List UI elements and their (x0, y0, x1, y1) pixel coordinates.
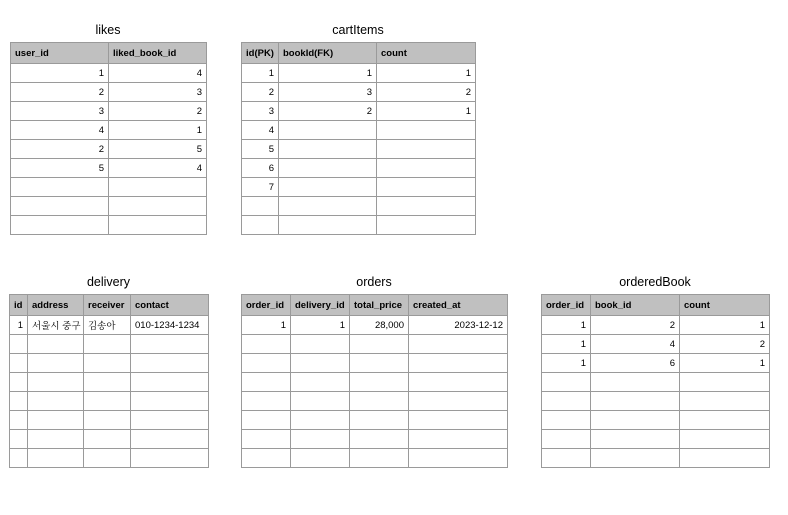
table-cell: 2 (242, 83, 279, 102)
likes-table-block (10, 23, 206, 245)
table-cell (109, 216, 207, 235)
table-row (11, 83, 207, 102)
column-header: order_id (542, 295, 591, 316)
table-cell (242, 197, 279, 216)
table-cell: 4 (242, 121, 279, 140)
table-cell (409, 449, 508, 468)
table-row (242, 335, 508, 354)
table-cell (131, 411, 209, 430)
table-row (11, 159, 207, 178)
table-row (242, 64, 476, 83)
table-cell (28, 411, 84, 430)
table-cell (409, 430, 508, 449)
table-row (10, 411, 209, 430)
table-cell (591, 449, 680, 468)
table-cell (242, 354, 291, 373)
table-cell (291, 335, 350, 354)
table-cell: 2 (11, 83, 109, 102)
column-header: count (680, 295, 770, 316)
table-cell: 7 (242, 178, 279, 197)
table-cell (591, 430, 680, 449)
table-cell (291, 430, 350, 449)
table-cell (377, 121, 476, 140)
cartitems-table-title: cartItems (332, 23, 384, 37)
table-cell (131, 335, 209, 354)
table-cell (28, 392, 84, 411)
table-row (542, 335, 770, 354)
table-cell: 1 (279, 64, 377, 83)
table-cell (350, 411, 409, 430)
table-cell (10, 449, 28, 468)
likes-table-title: likes (95, 23, 121, 37)
table-cell: 1 (680, 354, 770, 373)
table-cell: 1 (242, 316, 291, 335)
table-cell (242, 411, 291, 430)
table-row (542, 411, 770, 430)
table-row (10, 392, 209, 411)
table-cell (409, 392, 508, 411)
table-cell: 5 (242, 140, 279, 159)
column-header: count (377, 43, 476, 64)
table-cell (542, 392, 591, 411)
table-cell: 2 (11, 140, 109, 159)
table-row (242, 140, 476, 159)
table-row (242, 316, 508, 335)
table-cell: 4 (591, 335, 680, 354)
table-cell (377, 140, 476, 159)
table-cell: 2 (680, 335, 770, 354)
table-row (542, 316, 770, 335)
table-cell (680, 373, 770, 392)
table-cell (10, 411, 28, 430)
table-cell (11, 178, 109, 197)
table-cell (542, 430, 591, 449)
table-cell (84, 373, 131, 392)
table-row (10, 316, 209, 335)
table-cell (131, 449, 209, 468)
orders-table-title: orders (356, 275, 392, 289)
table-row (542, 373, 770, 392)
header-row (11, 43, 207, 64)
table-cell: 2 (109, 102, 207, 121)
table-cell (350, 449, 409, 468)
table-cell (409, 354, 508, 373)
table-cell (28, 373, 84, 392)
table-cell (84, 449, 131, 468)
table-cell: 1 (542, 335, 591, 354)
table-row (10, 354, 209, 373)
table-cell (242, 392, 291, 411)
table-cell (291, 373, 350, 392)
table-cell (350, 335, 409, 354)
likes-table (10, 42, 207, 235)
table-cell (279, 178, 377, 197)
column-header: liked_book_id (109, 43, 207, 64)
table-cell (680, 411, 770, 430)
table-cell (377, 178, 476, 197)
table-cell: 5 (11, 159, 109, 178)
delivery-table-title: delivery (86, 275, 131, 289)
table-row (542, 354, 770, 373)
table-cell (84, 411, 131, 430)
orderedbook-table-title: orderedBook (619, 275, 691, 289)
table-cell (409, 411, 508, 430)
table-cell (84, 392, 131, 411)
table-cell: 1 (10, 316, 28, 335)
table-row (242, 430, 508, 449)
table-cell (279, 216, 377, 235)
table-cell (242, 373, 291, 392)
column-header: id(PK) (242, 43, 279, 64)
cartitems-table (241, 42, 476, 235)
table-cell (350, 373, 409, 392)
table-cell (542, 373, 591, 392)
table-cell (377, 159, 476, 178)
table-cell: 1 (377, 64, 476, 83)
table-cell: 1 (542, 316, 591, 335)
table-cell (291, 411, 350, 430)
table-row (10, 430, 209, 449)
table-cell: 1 (542, 354, 591, 373)
table-row (242, 216, 476, 235)
orderedbook-table (541, 294, 770, 468)
table-cell: 1 (11, 64, 109, 83)
table-cell: 서울시 중구 (28, 316, 84, 335)
table-cell (131, 373, 209, 392)
table-cell (242, 430, 291, 449)
table-row (242, 449, 508, 468)
table-cell (10, 392, 28, 411)
table-cell: 3 (109, 83, 207, 102)
column-header: book_id (591, 295, 680, 316)
table-cell (84, 335, 131, 354)
table-cell (109, 178, 207, 197)
table-cell (242, 335, 291, 354)
table-cell (279, 121, 377, 140)
table-cell (28, 354, 84, 373)
table-row (11, 197, 207, 216)
table-cell: 1 (680, 316, 770, 335)
table-cell: 4 (109, 64, 207, 83)
table-row (542, 449, 770, 468)
table-cell (591, 373, 680, 392)
table-cell: 1 (377, 102, 476, 121)
table-cell: 2 (279, 102, 377, 121)
column-header: address (28, 295, 84, 316)
header-row (242, 295, 508, 316)
orders-table-block (241, 275, 507, 497)
column-header: bookId(FK) (279, 43, 377, 64)
table-cell (680, 430, 770, 449)
table-cell: 1 (109, 121, 207, 140)
table-cell: 5 (109, 140, 207, 159)
table-cell (542, 411, 591, 430)
orderedbook-table-block (541, 275, 769, 497)
table-cell: 6 (242, 159, 279, 178)
table-cell: 2 (377, 83, 476, 102)
table-row (242, 373, 508, 392)
table-cell (350, 354, 409, 373)
table-cell (11, 216, 109, 235)
table-row (10, 373, 209, 392)
column-header: delivery_id (291, 295, 350, 316)
column-header: order_id (242, 295, 291, 316)
table-cell: 2023-12-12 (409, 316, 508, 335)
delivery-table-block (9, 275, 208, 497)
table-cell (28, 430, 84, 449)
table-row (242, 178, 476, 197)
table-cell (591, 411, 680, 430)
table-cell (109, 197, 207, 216)
table-cell (131, 392, 209, 411)
column-header: contact (131, 295, 209, 316)
table-cell (28, 449, 84, 468)
cartitems-table-block (241, 23, 475, 245)
table-cell (28, 335, 84, 354)
table-cell: 김송아 (84, 316, 131, 335)
table-row (242, 102, 476, 121)
header-row (242, 43, 476, 64)
table-cell: 4 (109, 159, 207, 178)
table-cell (350, 430, 409, 449)
orders-table (241, 294, 508, 468)
column-header: user_id (11, 43, 109, 64)
table-cell: 1 (291, 316, 350, 335)
table-cell (10, 354, 28, 373)
table-cell: 3 (242, 102, 279, 121)
table-cell (377, 216, 476, 235)
table-row (242, 121, 476, 140)
table-cell (377, 197, 476, 216)
table-cell: 2 (591, 316, 680, 335)
column-header: total_price (350, 295, 409, 316)
table-row (11, 216, 207, 235)
table-cell: 1 (242, 64, 279, 83)
table-cell (10, 373, 28, 392)
delivery-table (9, 294, 209, 468)
table-cell (291, 449, 350, 468)
table-row (10, 335, 209, 354)
table-cell (680, 449, 770, 468)
table-cell (131, 354, 209, 373)
table-cell (680, 392, 770, 411)
table-cell (542, 449, 591, 468)
table-cell (10, 335, 28, 354)
table-row (11, 64, 207, 83)
table-cell (279, 140, 377, 159)
table-row (11, 102, 207, 121)
table-cell: 28,000 (350, 316, 409, 335)
table-row (542, 392, 770, 411)
table-row (11, 178, 207, 197)
table-cell (84, 430, 131, 449)
table-cell (409, 335, 508, 354)
table-cell (84, 354, 131, 373)
table-row (242, 392, 508, 411)
table-cell: 6 (591, 354, 680, 373)
table-cell (591, 392, 680, 411)
table-cell (350, 392, 409, 411)
table-cell (11, 197, 109, 216)
table-row (542, 430, 770, 449)
column-header: created_at (409, 295, 508, 316)
table-row (10, 449, 209, 468)
table-row (242, 83, 476, 102)
table-row (242, 411, 508, 430)
table-row (242, 354, 508, 373)
table-cell (409, 373, 508, 392)
table-cell: 3 (11, 102, 109, 121)
table-cell (242, 216, 279, 235)
table-cell: 4 (11, 121, 109, 140)
table-cell: 3 (279, 83, 377, 102)
table-cell (279, 197, 377, 216)
table-cell (291, 392, 350, 411)
table-cell (279, 159, 377, 178)
table-row (242, 159, 476, 178)
table-cell (291, 354, 350, 373)
table-row (242, 197, 476, 216)
column-header: receiver (84, 295, 131, 316)
header-row (10, 295, 209, 316)
column-header: id (10, 295, 28, 316)
table-cell (10, 430, 28, 449)
table-cell: 010-1234-1234 (131, 316, 209, 335)
table-cell (131, 430, 209, 449)
table-row (11, 140, 207, 159)
header-row (542, 295, 770, 316)
table-cell (242, 449, 291, 468)
table-row (11, 121, 207, 140)
